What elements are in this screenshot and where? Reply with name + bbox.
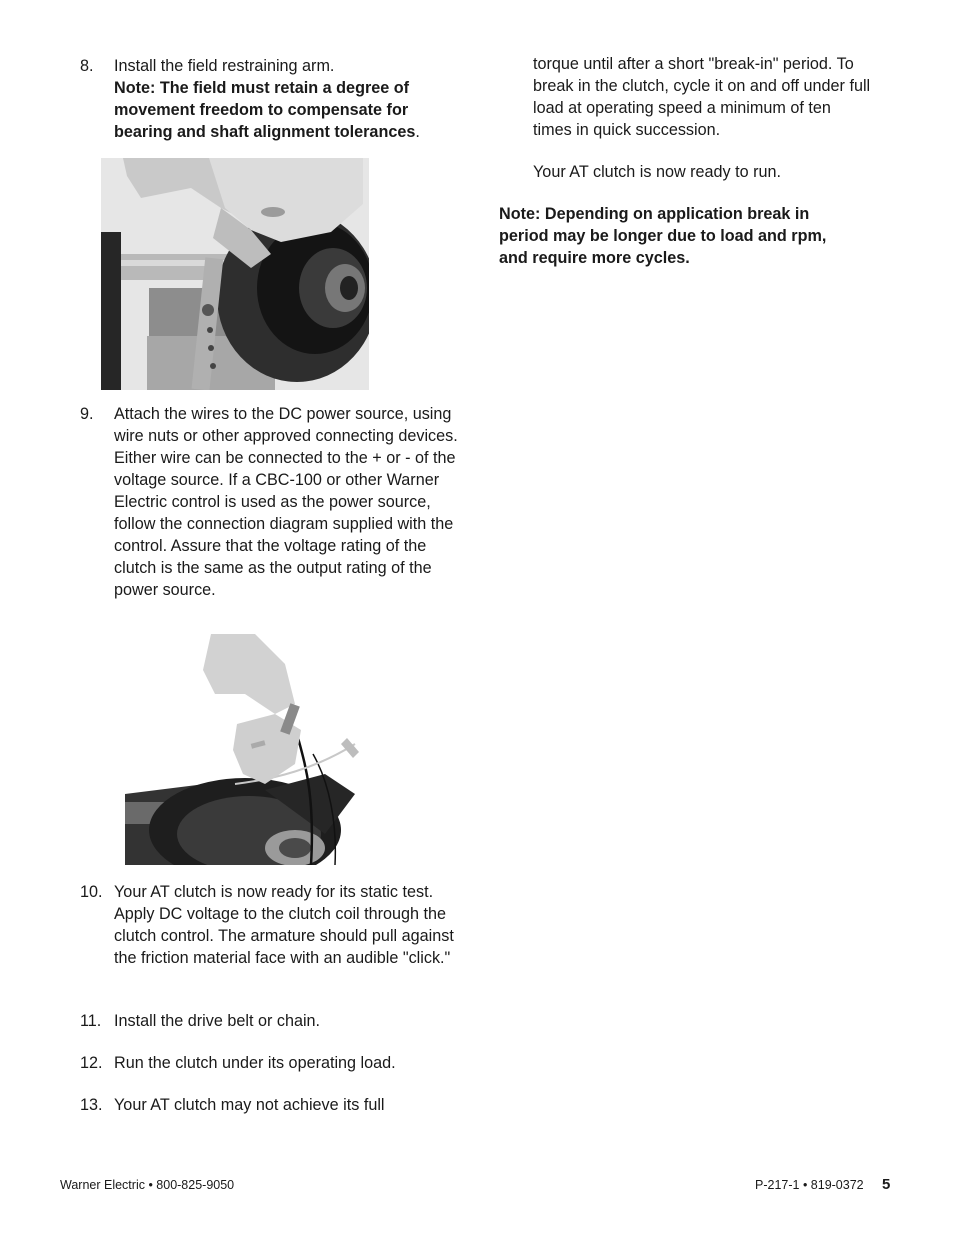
footer-company: Warner Electric • 800-825-9050 [60, 1178, 235, 1192]
step-text: Run the clutch under its operating load. [114, 1054, 396, 1072]
step-number: 8. [80, 57, 94, 75]
note-text: Depending on application break in period may be longer due to load and rpm, and require more cycles. [499, 205, 827, 267]
step-number: 10. [80, 883, 103, 901]
step-text: Install the field restraining arm. [114, 57, 335, 75]
step-11 [80, 1010, 460, 1032]
break-in-note [499, 203, 849, 269]
step-number: 13. [80, 1096, 103, 1114]
photo-field-restraining-arm [101, 158, 369, 390]
step-9 [80, 403, 462, 601]
step-12 [80, 1052, 460, 1074]
note-label: Note: [114, 79, 156, 97]
note-tail: . [415, 123, 420, 141]
step-number: 9. [80, 405, 94, 423]
photo-wire-connection [125, 634, 365, 865]
note-text: The field must retain a degree of movement freedom to compensate for bearing and shaft alignment tolerances [114, 79, 416, 141]
step-number: 12. [80, 1054, 103, 1072]
step-note [114, 77, 460, 143]
step-13-continuation: torque until after a short "break-in" period. To break in the clutch, cycle it on and off under full load at operating speed a minimum of ten times in quick succession. [533, 55, 871, 139]
step-text: Attach the wires to the DC power source, using wire nuts or other approved connecting devices. Either wire can be connected to the + or - of the voltage source. If a CBC-100 or other Warner Electric control is used as the power source, follow the connection diagram supplied with the control. Assure that the voltage rating of the clutch is the same as the output rating of the power source. [114, 405, 458, 599]
step-13 [80, 1094, 460, 1116]
ready-to-run-text: Your AT clutch is now ready to run. [533, 163, 782, 181]
step-text: Your AT clutch may not achieve its full [114, 1096, 385, 1114]
step-text: Your AT clutch is now ready for its static test. Apply DC voltage to the clutch coil through the clutch control. The armature should pull against the friction material face with an audible "click." [114, 883, 454, 967]
step-text: Install the drive belt or chain. [114, 1012, 321, 1030]
footer-doc-number: P-217-1 • 819-0372 [755, 1178, 864, 1192]
step-number: 11. [80, 1012, 102, 1030]
step-10 [80, 881, 460, 969]
note-label: Note: [499, 205, 541, 223]
page-number: 5 [882, 1176, 891, 1193]
step-8 [80, 55, 460, 143]
